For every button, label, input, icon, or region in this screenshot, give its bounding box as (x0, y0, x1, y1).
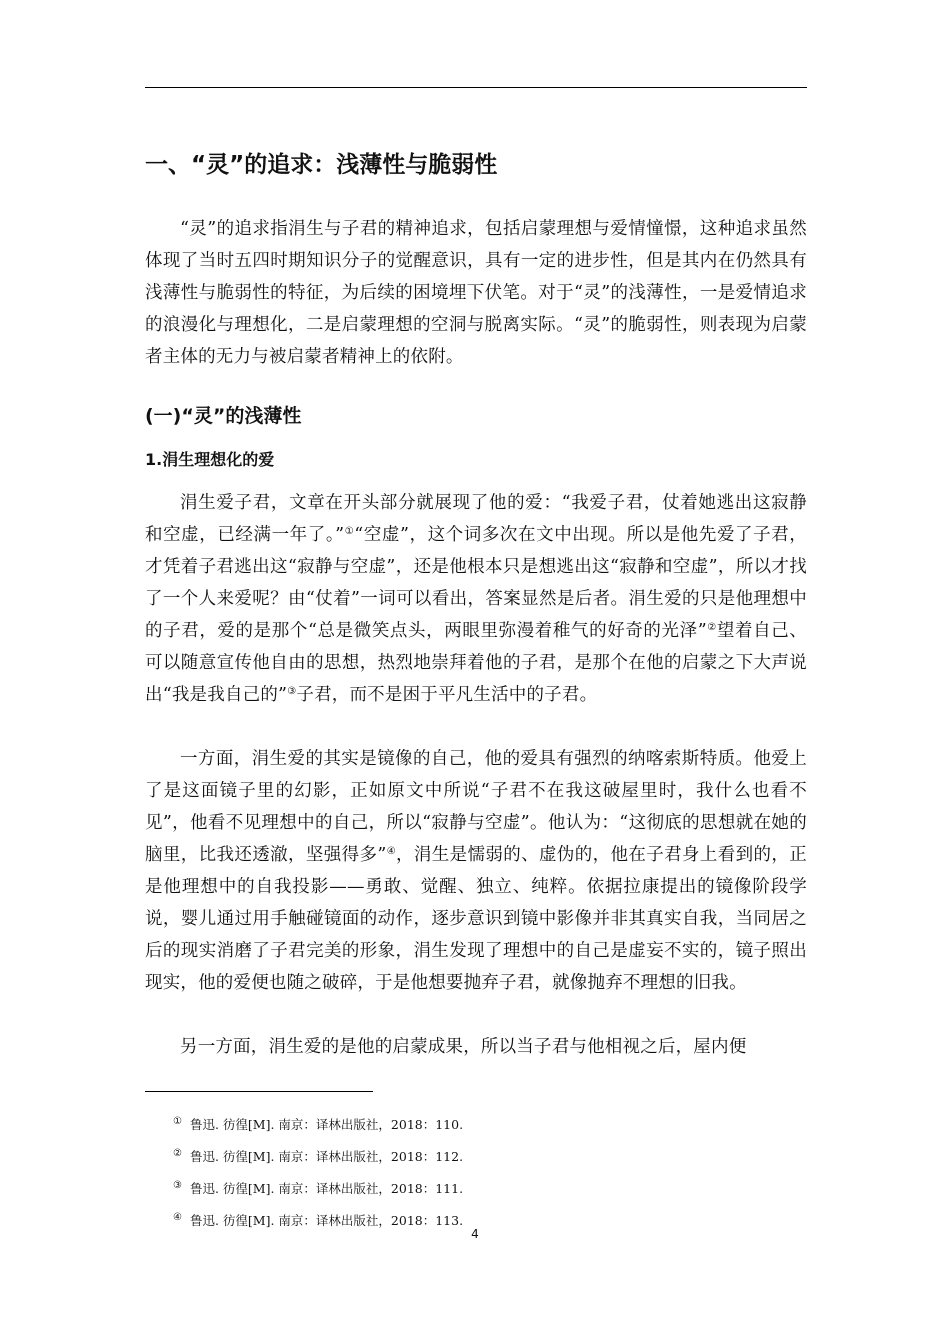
page-number: 4 (471, 1227, 479, 1241)
footnote-ref-3[interactable]: ③ (287, 686, 297, 697)
paragraph-text: 望着自己、可以随意宣传他自由的思想，热烈地崇拜着他的子君，是那个在他的启蒙之下大声说出“我是我自己的” (145, 621, 807, 705)
paragraph-text: 涓生爱子君，文章在开头部分就展现了他的爱：“我爱子君，仗着她逃出这寂静和空虚，已经满一年了。” (145, 493, 807, 545)
section-heading: 一、“灵”的追求：浅薄性与脆弱性 (145, 152, 498, 178)
footnote-mark: ② (173, 1148, 182, 1159)
footnote-item (173, 1170, 733, 1202)
body-paragraph-3: 另一方面，涓生爱的是他的启蒙成果，所以当子君与他相视之后，屋内便 (180, 1037, 747, 1057)
paragraph-text: 一方面，涓生爱的其实是镜像的自己，他的爱具有强烈的纳喀索斯特质。他爱上了是这面镜子里的幻影，正如原文中所说“子君不在我这破屋里时，我什么也看不见”，他看不见理想中的自己，所以“寂静与空虚”。他认为：“这彻底的思想就在她的脑里，比我还透澈，坚强得多” (145, 749, 807, 865)
paragraph-text: ，涓生是懦弱的、虚伪的，他在子君身上看到的，正是他理想中的自我投影——勇敢、觉醒、独立、纯粹。依据拉康提出的镜像阶段学说，婴儿通过用手触碰镜面的动作，逐步意识到镜中影像并非其真实自我，当同居之后的现实消磨了子君完美的形象，涓生发现了理想中的自己是虚妄不实的，镜子照出现实，他的爱便也随之破碎，于是他想要抛弃子君，就像抛弃不理想的旧我。 (145, 845, 807, 993)
footnote-item (173, 1106, 733, 1138)
footnote-text: 鲁迅. 彷徨[M]. 南京：译林出版社，2018：111. (189, 1181, 464, 1196)
footnotes (173, 1106, 733, 1234)
header-rule (145, 87, 807, 88)
footnote-text: 鲁迅. 彷徨[M]. 南京：译林出版社，2018：113. (189, 1213, 464, 1228)
footnote-mark: ④ (173, 1212, 182, 1223)
footnote-mark: ③ (173, 1180, 182, 1191)
subsection-heading: (一)“灵”的浅薄性 (145, 405, 302, 427)
footnote-item (173, 1138, 733, 1170)
footnote-ref-2[interactable]: ② (706, 622, 717, 633)
body-paragraph-2 (145, 743, 807, 999)
paragraph-text: 子君，而不是困于平凡生活中的子君。 (296, 685, 598, 705)
body-paragraph-1 (145, 487, 807, 711)
footnote-ref-4[interactable]: ④ (386, 846, 397, 857)
subsubsection-heading: 1.涓生理想化的爱 (145, 450, 275, 469)
footnote-rule (145, 1091, 373, 1092)
footnote-mark: ① (173, 1116, 182, 1127)
footnote-text: 鲁迅. 彷徨[M]. 南京：译林出版社，2018：112. (189, 1149, 464, 1164)
intro-paragraph: “灵”的追求指涓生与子君的精神追求，包括启蒙理想与爱情憧憬，这种追求虽然体现了当时五四时期知识分子的觉醒意识，具有一定的进步性，但是其内在仍然具有浅薄性与脆弱性的特征，为后续的困境埋下伏笔。对于“灵”的浅薄性，一是爱情追求的浪漫化与理想化，二是启蒙理想的空洞与脱离实际。“灵”的脆弱性，则表现为启蒙者主体的无力与被启蒙者精神上的依附。 (145, 219, 807, 367)
paragraph-text: “空虚”，这个词多次在文中出现。所以是他先爱了子君，才凭着子君逃出这“寂静与空虚”，还是他根本只是想逃出这“寂静和空虚”，所以才找了一个人来爱呢？由“仗着”一词可以看出，答案显然是后者。涓生爱的只是他理想中的子君，爱的是那个“总是微笑点头，两眼里弥漫着稚气的好奇的光泽” (145, 525, 807, 641)
footnote-text: 鲁迅. 彷徨[M]. 南京：译林出版社，2018：110. (189, 1117, 464, 1132)
footnote-ref-1[interactable]: ① (344, 526, 355, 537)
